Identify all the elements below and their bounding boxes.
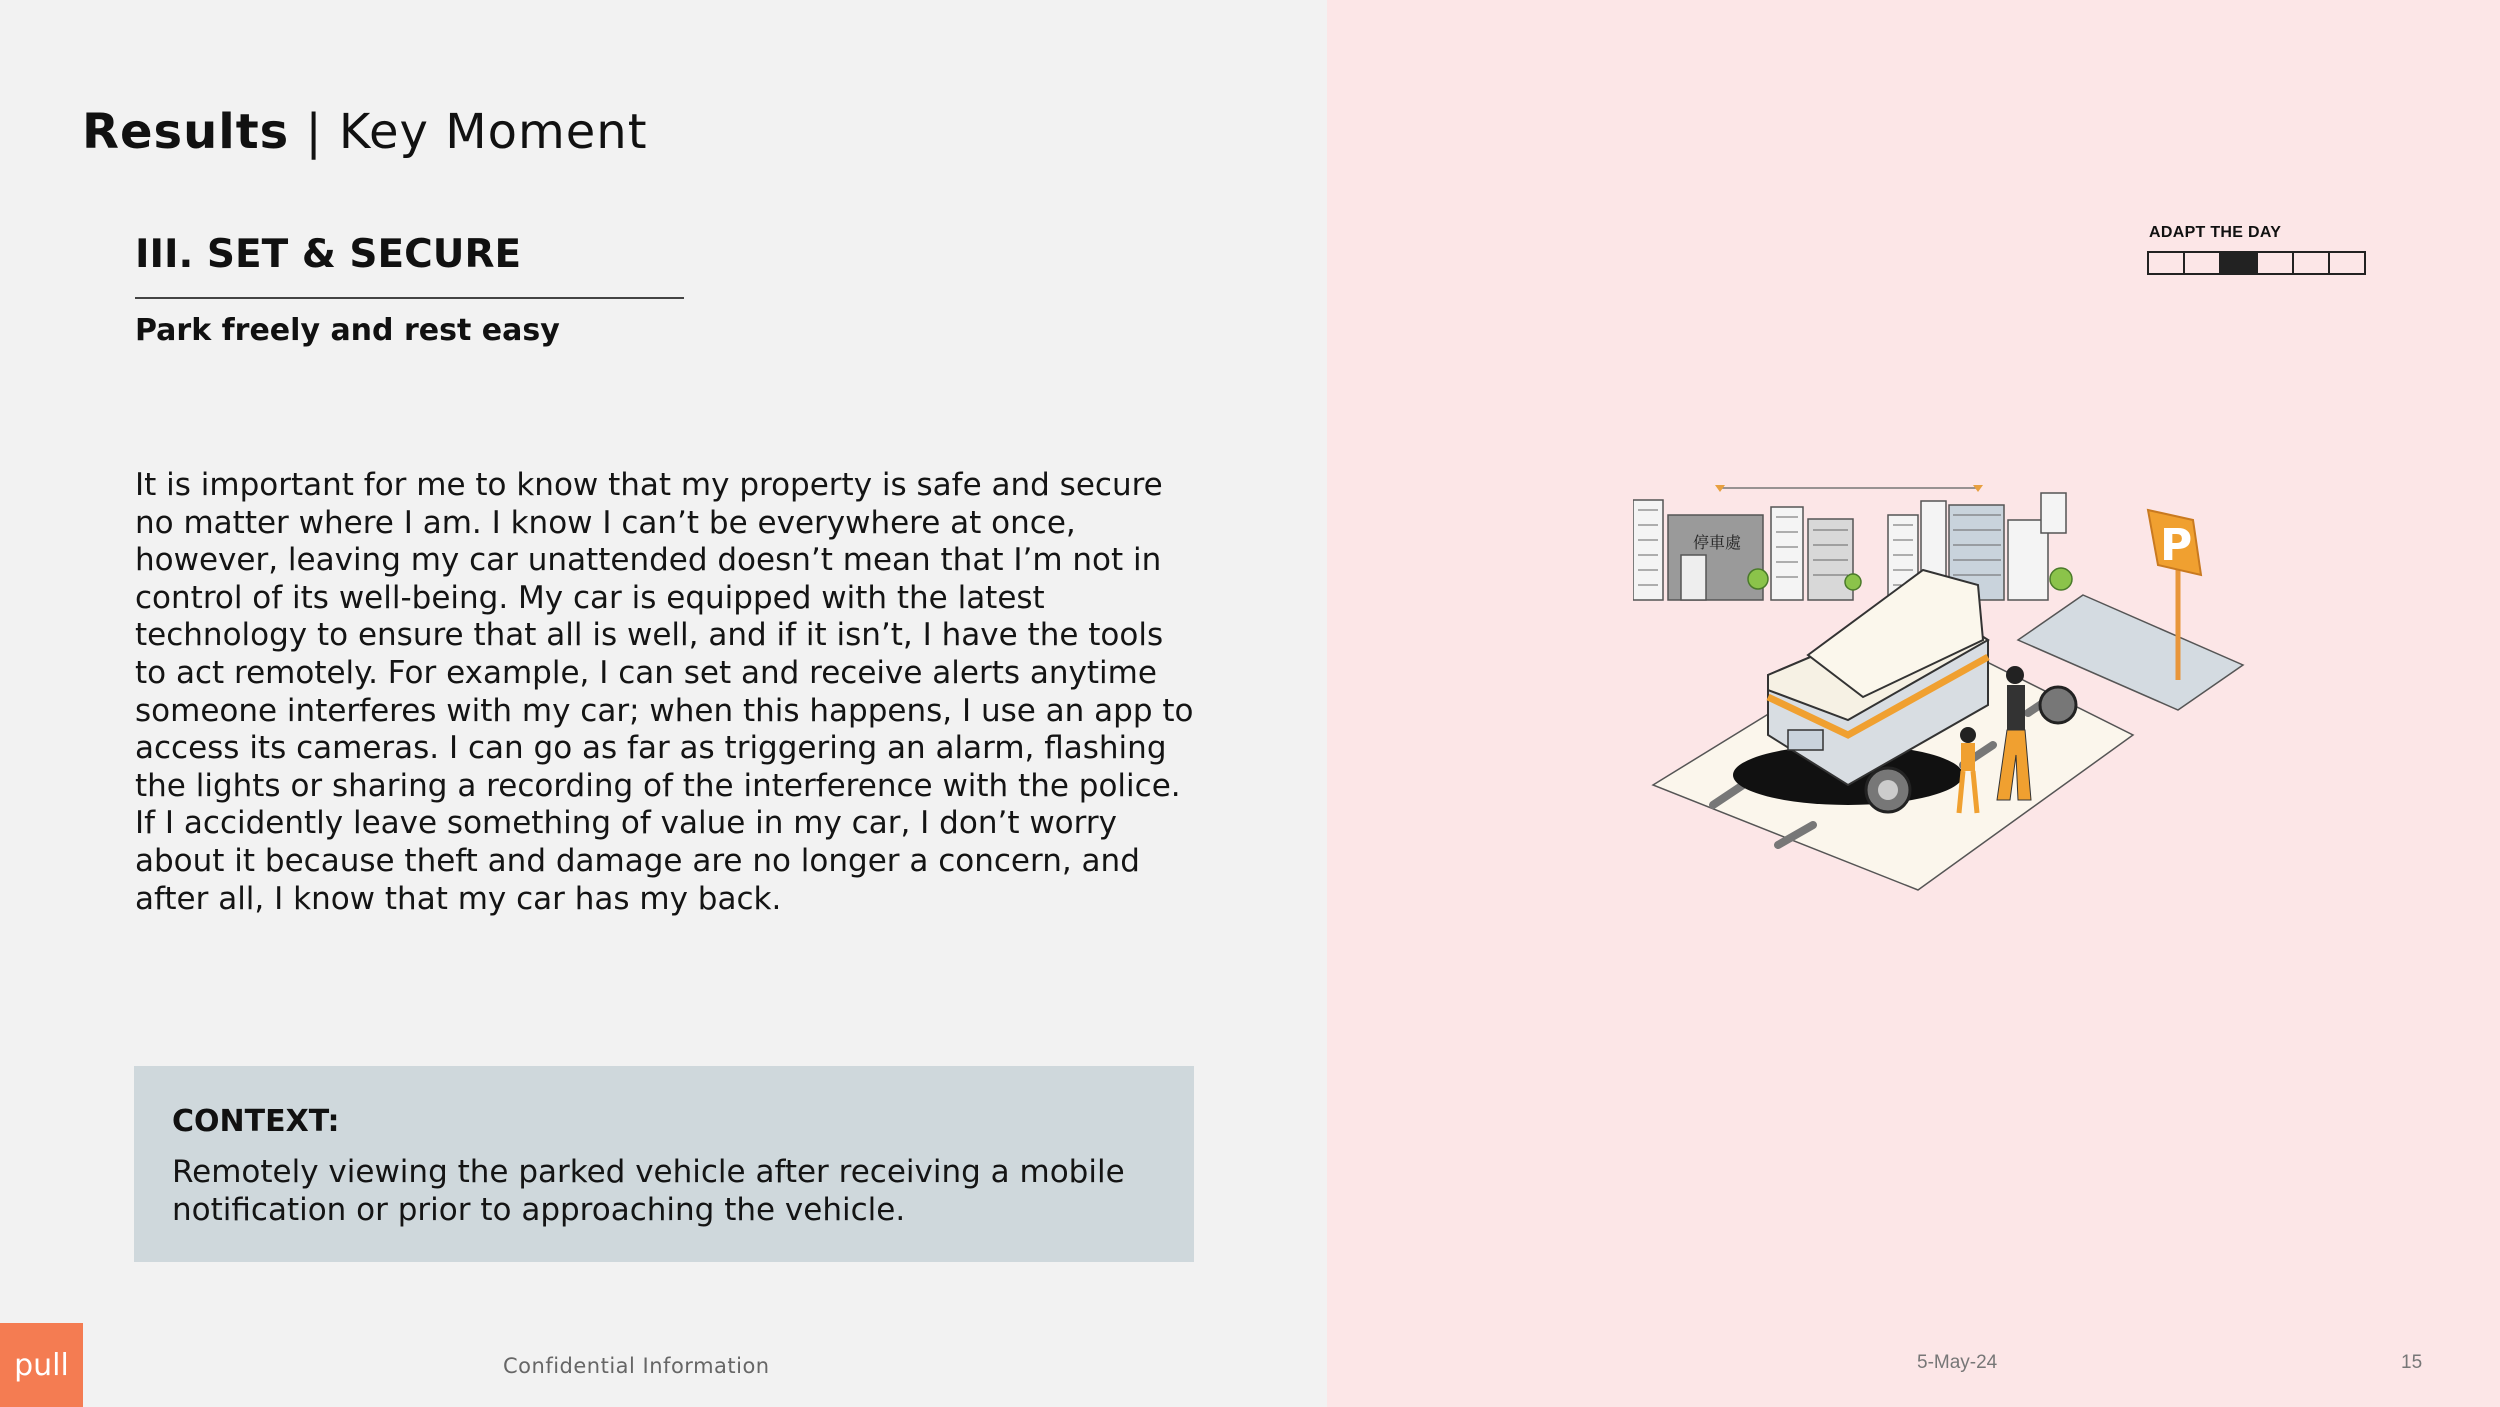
progress-segment-6	[2330, 253, 2364, 273]
body-paragraph: It is important for me to know that my property is safe and secure no matter where I am. I know I can’t be everywhere at once, however, leaving my car unattended doesn’t mean that I’m not in control of its well-being. My car is equipped with the latest technology to ensure that all is well, and if it isn’t, I have the tools to act remotely. For example, I can set and receive alerts anytime someone interferes with my car; when this happens, I use an app to access its cameras. I can go as far as triggering an alarm, flashing the lights or sharing a recording of the interference with the police. If I accidently leave something of value in my car, I don’t worry about it because theft and damage are no longer a concern, and after all, I know that my car has my back.	[135, 467, 1194, 917]
title-strong: Results	[82, 104, 290, 160]
progress-segment-4	[2258, 253, 2294, 273]
page-title	[82, 104, 648, 160]
context-box	[134, 1066, 1194, 1262]
parking-illustration	[1633, 435, 2268, 935]
parking-sign-letter: P	[2160, 520, 2193, 571]
context-text: Remotely viewing the parked vehicle after receiving a mobile notification or prior to approaching the vehicle.	[172, 1154, 1125, 1228]
footer-date: 5-May-24	[1917, 1352, 1998, 1373]
section-divider	[135, 297, 684, 299]
progress-segment-5	[2294, 253, 2330, 273]
adapt-the-day-label: ADAPT THE DAY	[2149, 224, 2282, 241]
page-number: 15	[2401, 1352, 2423, 1373]
section-subheading: Park freely and rest easy	[135, 313, 560, 348]
progress-segment-1	[2149, 253, 2185, 273]
section-heading: III. SET & SECURE	[135, 232, 522, 277]
context-label: CONTEXT:	[172, 1104, 340, 1139]
title-rest: Key Moment	[338, 104, 648, 160]
progress-segment-2	[2185, 253, 2221, 273]
footer-confidential: Confidential Information	[503, 1354, 770, 1378]
adapt-the-day-progress	[2147, 251, 2366, 275]
pull-logo: pull	[0, 1323, 83, 1407]
building-sign-text: 停車處	[1693, 533, 1742, 552]
title-separator: |	[289, 104, 339, 160]
progress-segment-3-active	[2221, 253, 2257, 273]
